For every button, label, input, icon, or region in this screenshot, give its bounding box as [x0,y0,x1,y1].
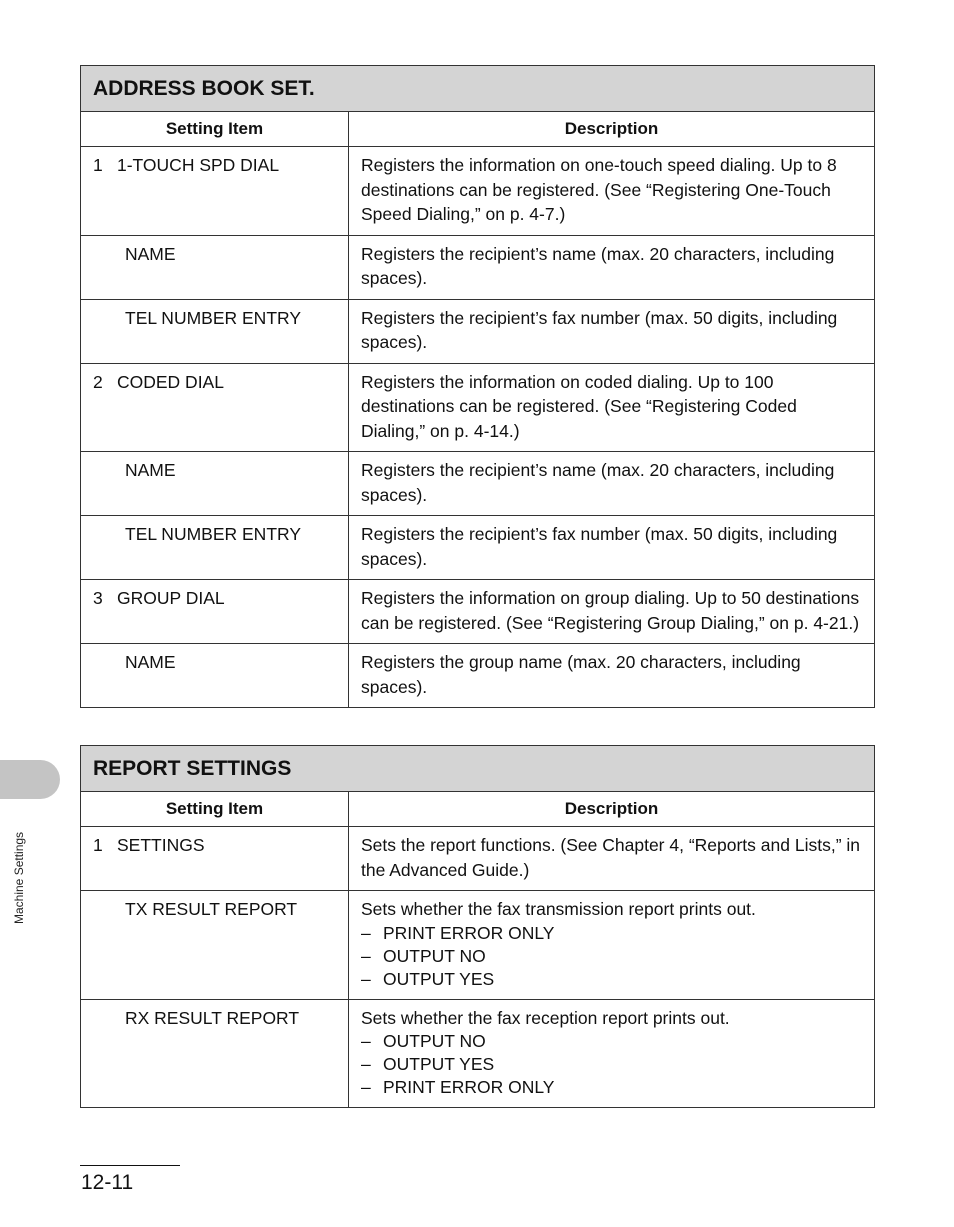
chapter-tab [0,760,60,799]
setting-description: Registers the recipient’s fax number (max. 50 digits, including spaces). [349,516,875,580]
option-item [361,945,862,968]
setting-description: Sets the report functions. (See Chapter 4, “Reports and Lists,” in the Advanced Guide.) [349,827,875,891]
column-header-setting-item: Setting Item [81,792,349,827]
table-row [81,999,875,1108]
table-row [81,644,875,708]
report-settings-table [80,745,875,1108]
setting-subitem: TEL NUMBER ENTRY [125,524,301,544]
setting-item: 1-TOUCH SPD DIAL [117,155,280,175]
item-number: 3 [93,588,103,608]
option-item [361,1076,862,1099]
dash-bullet: – [361,922,371,943]
setting-subitem: NAME [125,460,176,480]
item-number: 1 [93,835,103,855]
setting-description: Registers the information on one-touch speed dialing. Up to 8 destinations can be registered. (See “Registering One-Touch Speed Dialing,” on p. 4-7.) [349,147,875,236]
option-item [361,1053,862,1076]
dash-bullet: – [361,968,371,989]
option-item [361,968,862,991]
table-row [81,891,875,1000]
setting-item: SETTINGS [117,835,205,855]
setting-description: Registers the information on group dialing. Up to 50 destinations can be registered. (See “Registering Group Dialing,” on p. 4-21.) [349,580,875,644]
setting-subitem: RX RESULT REPORT [125,1007,300,1028]
setting-description: Sets whether the fax transmission report prints out. [361,899,756,919]
setting-description: Registers the recipient’s name (max. 20 characters, including spaces). [349,235,875,299]
footer-rule [80,1165,180,1166]
option-label: OUTPUT YES [383,968,495,989]
table-row [81,452,875,516]
page-number: 12-11 [81,1171,134,1194]
setting-item: GROUP DIAL [117,588,225,608]
option-item [361,1030,862,1053]
option-item [361,922,862,945]
option-label: PRINT ERROR ONLY [383,1077,555,1097]
address-book-settings-table [80,65,875,708]
table-row [81,147,875,236]
table-title: REPORT SETTINGS [81,746,875,792]
setting-description: Registers the recipient’s fax number (max. 50 digits, including spaces). [349,299,875,363]
option-label: OUTPUT NO [383,945,486,966]
setting-subitem: TEL NUMBER ENTRY [125,307,301,328]
table-row [81,235,875,299]
setting-item: CODED DIAL [117,371,224,392]
option-label: OUTPUT NO [383,1031,486,1051]
dash-bullet: – [361,1054,371,1074]
setting-description: Registers the information on coded dialing. Up to 100 destinations can be registered. (See “Registering Coded Dialing,” on p. 4-14.) [349,363,875,452]
table-row [81,827,875,891]
column-header-description: Description [349,112,875,147]
chapter-side-label: Machine Settings [12,831,26,924]
setting-subitem: TX RESULT REPORT [125,899,298,919]
option-label: PRINT ERROR ONLY [383,922,555,943]
table-row [81,516,875,580]
option-label: OUTPUT YES [383,1054,495,1074]
item-number: 2 [93,371,103,392]
setting-description: Registers the recipient’s name (max. 20 characters, including spaces). [349,452,875,516]
dash-bullet: – [361,1077,371,1097]
setting-description: Registers the group name (max. 20 characters, including spaces). [349,644,875,708]
item-number: 1 [93,155,103,175]
setting-description: Sets whether the fax reception report prints out. [361,1007,730,1028]
column-header-description: Description [349,792,875,827]
table-row [81,363,875,452]
table-row [81,299,875,363]
table-row [81,580,875,644]
setting-subitem: NAME [125,652,176,672]
setting-subitem: NAME [125,243,176,264]
dash-bullet: – [361,945,371,966]
table-title: ADDRESS BOOK SET. [81,66,875,112]
dash-bullet: – [361,1031,371,1051]
column-header-setting-item: Setting Item [81,112,349,147]
